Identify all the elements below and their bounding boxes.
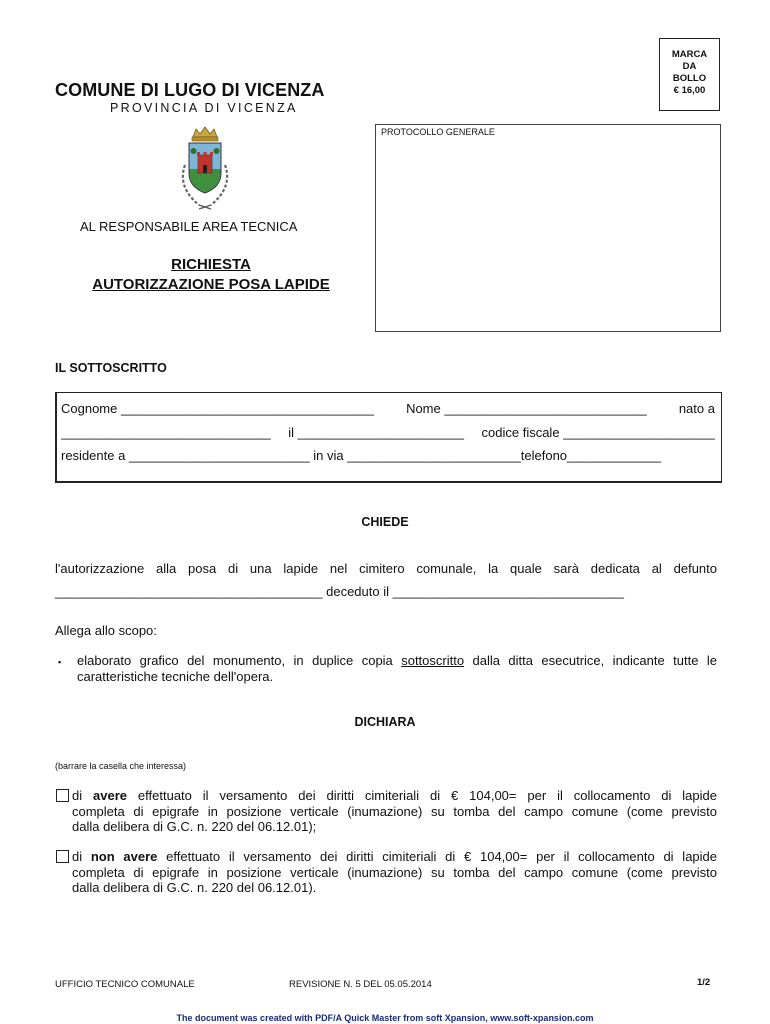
section-sottoscritto: IL SOTTOSCRITTO — [55, 361, 167, 375]
footer-revision: REVISIONE N. 5 DEL 05.05.2014 — [289, 979, 432, 990]
footer-office: UFFICIO TECNICO COMUNALE — [55, 979, 195, 990]
option-non-avere-text: di non avere effettuato il versamento dei diritti cimiteriali di € 104,00= per il collocamento di lapide completa di epigrafe in posizione verticale (inumazione) su tomba del campo comune (come previsto dalla delibera di G.C. n. 220 del 06.12.01). — [72, 849, 717, 895]
municipality-name: COMUNE DI LUGO DI VICENZA — [55, 80, 325, 100]
form-title-line2: AUTORIZZAZIONE POSA LAPIDE — [92, 276, 330, 293]
recipient-line: AL RESPONSABILE AREA TECNICA — [80, 219, 298, 234]
page-number: 1/2 — [697, 977, 711, 988]
protocol-box — [375, 124, 721, 332]
coat-of-arms-icon — [171, 125, 239, 215]
allega-item-line2: caratteristiche tecniche dell'opera. — [77, 668, 274, 684]
codice-fiscale-field[interactable]: codice fiscale _____________________ — [481, 425, 715, 440]
personal-data-box[interactable] — [55, 392, 722, 483]
province-name: PROVINCIA DI VICENZA — [110, 101, 298, 115]
defunto-field-line[interactable]: _____________________________________ deceduto il ________________________________ — [55, 584, 624, 599]
nato-label: nato a — [678, 401, 715, 416]
pdf-creator-note: The document was created with PDF/A Quick Master from soft Xpansion, www.soft-xpansion.com — [176, 1013, 594, 1023]
residence-row[interactable]: residente a _________________________ in via ________________________telefono_____________ — [61, 448, 662, 463]
data-row-2 — [61, 425, 715, 440]
bullet-icon: ▪ — [58, 657, 62, 667]
option-non-avere-checkbox[interactable] — [56, 850, 69, 863]
data-row-1 — [61, 401, 715, 416]
marca-da-bollo-box — [659, 38, 720, 111]
section-chiede: CHIEDE — [361, 515, 409, 529]
allega-item-line1: elaborato grafico del monumento, in duplice copia sottoscritto dalla ditta esecutrice, indicante tutte le — [77, 653, 717, 668]
nome-field[interactable]: Nome ____________________________ — [406, 401, 647, 416]
cognome-field[interactable]: Cognome ___________________________________ — [61, 401, 375, 416]
chiede-line-1: l'autorizzazione alla posa di una lapide nel cimitero comunale, la quale sarà dedicata al defunto — [55, 561, 717, 576]
stamp-line: € 16,00 — [673, 85, 706, 96]
option-avere-text: di avere effettuato il versamento dei diritti cimiteriali di € 104,00= per il collocamento di lapide completa di epigrafe in posizione verticale (inumazione) su tomba del campo comune (come previsto dalla delibera di G.C. n. 220 del 06.12.01); — [72, 788, 717, 834]
protocol-label: PROTOCOLLO GENERALE — [381, 127, 495, 137]
birthplace-field[interactable]: _____________________________ — [61, 425, 271, 440]
allega-item — [77, 653, 717, 684]
stamp-line: BOLLO — [672, 73, 707, 84]
birthdate-field[interactable]: il _______________________ — [288, 425, 464, 440]
stamp-line: DA — [682, 61, 697, 72]
stamp-line: MARCA — [671, 49, 708, 60]
form-title-line1: RICHIESTA — [171, 256, 251, 273]
allega-label: Allega allo scopo: — [55, 623, 157, 638]
option-avere-checkbox[interactable] — [56, 789, 69, 802]
instruction-note: (barrare la casella che interessa) — [55, 761, 187, 771]
section-dichiara: DICHIARA — [354, 715, 416, 729]
